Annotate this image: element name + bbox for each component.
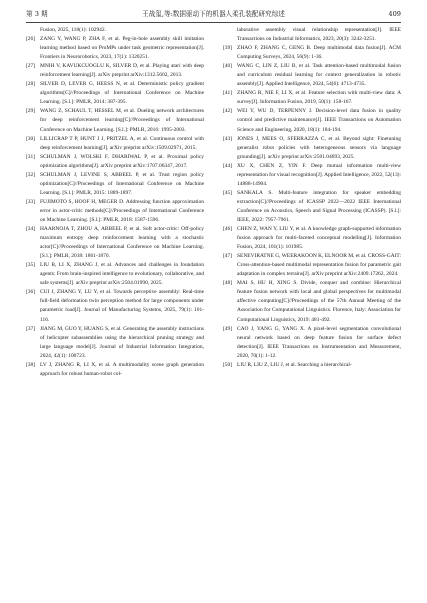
reference-text: laborative assembly visual relationship representation[J]. IEEE Transactions on Industrial Informatics, 2023, 20(3): 3242-3251. bbox=[237, 27, 401, 43]
reference-text: WANG C, LIN Z, LIU B, et al. Task attention-based multimodal fusion and curriculum residual learning for context generalization in robotic assembly[J]. Applied Intelligence, 2024, 54(6): 4713-4735. bbox=[237, 63, 401, 88]
reference-entry bbox=[26, 225, 204, 261]
reference-text: HAARNOJA T, ZHOU A, ABBEEL P, et al. Soft actor-critic: Off-policy maximum entropy deep reinforcement learning with a stochastic actor[C]//Proceedings of International Conference on Machine Learning. [S.l.]: PMLR, 2018: 1861-1870. bbox=[40, 226, 204, 260]
reference-number: [50] bbox=[223, 361, 233, 368]
reference-number: [47] bbox=[223, 253, 233, 260]
left-reference-column bbox=[26, 26, 204, 379]
reference-number: [28] bbox=[26, 81, 36, 88]
reference-number: [29] bbox=[26, 108, 36, 115]
reference-text: Fusion, 2025, 118(1): 102942. bbox=[40, 27, 106, 33]
reference-text: ZANG Y, WANG P, ZHA F, et al. Peg-in-hole assembly skill imitation learning method based on ProMPs under task geometric representation[J]. Frontiers in Neurorobotics, 2023, 17(1): 1320251. bbox=[40, 36, 204, 61]
reference-entry bbox=[26, 261, 204, 288]
reference-entry bbox=[223, 189, 401, 225]
reference-text: SCHULMAN J, WOLSKI F, DHARIWAL P, et al. Proximal policy optimization algorithms[J]. arXiv preprint arXiv:1707.06347, 2017. bbox=[40, 153, 204, 169]
reference-text: SENEVIRATNE G, WEERAKOON K, ELNOOR M, et al. CROSS-GAIT: Cross-attention-based multimodal representation fusion for parametric gait adaptation in complex terrains[J]. arXiv preprint arXiv:2409.17262, 2024. bbox=[237, 253, 401, 278]
reference-text: MAI S, HU H, XING S. Divide, conquer and combine: Hierarchical feature fusion network with local and global perspectives for multimodal affective computing[C]//Proceedings of the 57th Annual Meeting of the Association for Computational Linguistics. Florence, Italy: Association for Computational Linguistics, 2019: 481-492. bbox=[237, 280, 401, 323]
reference-number: [32] bbox=[26, 171, 36, 178]
reference-entry bbox=[223, 225, 401, 252]
reference-number: [30] bbox=[26, 135, 36, 142]
reference-text: ZHAO F, ZHANG C, GENG B. Deep multimodal data fusion[J]. ACM Computing Surveys, 2024, 56(9): 1-36. bbox=[237, 45, 401, 61]
reference-entry bbox=[223, 361, 401, 370]
reference-entry bbox=[223, 252, 401, 279]
reference-entry bbox=[26, 361, 204, 379]
reference-text: JONES J, MEES O, SFERRAZZA C, et al. Beyond sight: Finetuning generalist robot policies with heterogeneous sensors via language grounding[J]. arXiv preprint arXiv:2501.04693, 2025. bbox=[237, 135, 401, 160]
reference-number: [37] bbox=[26, 325, 36, 332]
reference-text: LILLICRAP T P, HUNT J J, PRITZEL A, et al. Continuous control with deep reinforcement learning[J]. arXiv preprint arXiv:1509.02971, 2015. bbox=[40, 135, 204, 151]
running-title: 王战玺,等:数据驱动下的机器人柔孔装配研究综述 bbox=[142, 10, 285, 18]
reference-number: [36] bbox=[26, 289, 36, 296]
reference-text: FUJIMOTO S, HOOF H, MEGER D. Addressing function approximation error in actor-critic methods[C]//Proceedings of International Conference on Machine Learning. [S.l.]: PMLR, 2018: 1587-1596. bbox=[40, 198, 204, 223]
reference-number: [35] bbox=[26, 262, 36, 269]
reference-number: [26] bbox=[26, 36, 36, 43]
reference-number: [34] bbox=[26, 226, 36, 233]
reference-entry bbox=[26, 135, 204, 153]
header-rule bbox=[26, 22, 401, 23]
reference-text: CUI J, ZHANG Y, LU Y, et al. Towards perceptive assembly: Real-time full-field deformation twin perception method for large components under parametric load[J]. Journal of Manufacturing Systems, 2025, 79(1): 101-116. bbox=[40, 289, 204, 323]
reference-number: [40] bbox=[223, 63, 233, 70]
reference-number: [46] bbox=[223, 226, 233, 233]
reference-number: [48] bbox=[223, 280, 233, 287]
reference-entry bbox=[26, 325, 204, 361]
reference-entry bbox=[26, 288, 204, 324]
reference-entry bbox=[223, 107, 401, 134]
reference-text: MNIH V, KAVUKCUOGLU K, SILVER D, et al. Playing atari with deep reinforcement learning[J]. arXiv preprint arXiv:1312.5602, 2013. bbox=[40, 63, 204, 79]
right-reference-column bbox=[223, 26, 401, 370]
reference-number: [45] bbox=[223, 189, 233, 196]
reference-number: [43] bbox=[223, 135, 233, 142]
reference-text: CHEN Z, WAN Y, LIU Y, et al. A knowledge graph-supported information fusion approach for multi-faceted conceptual modelling[J]. Information Fusion, 2024, 101(1): 101985. bbox=[237, 226, 401, 251]
reference-text: JIANG M, GUO Y, HUANG S, et al. Generating the assembly instructions of helicopter subassemblies using the hierarchical pruning strategy and large language model[J]. Journal of Industrial Information Integration, 2024, 42(1): 100723. bbox=[40, 325, 204, 359]
reference-entry bbox=[223, 135, 401, 162]
reference-text: ZHANG R, NIE F, LI X, et al. Feature selection with multi-view data: A survey[J]. Information Fusion, 2019, 50(1): 158-167. bbox=[237, 90, 401, 106]
reference-text: SILVER D, LEVER G, HEESS N, et al. Deterministic policy gradient algorithms[C]//Proceedings of International Conference on Machine Learning. [S.l.]: PMLR, 2014: 387-395. bbox=[40, 81, 204, 106]
reference-number: [27] bbox=[26, 63, 36, 70]
reference-entry bbox=[223, 26, 401, 44]
reference-text: SCHULMAN J, LEVINE S, ABBEEL P, et al. Trust region policy optimization[C]//Proceedings of International Conference on Machine Learning. [S.l.]: PMLR, 2015: 1889-1897. bbox=[40, 171, 204, 196]
reference-text: SANKALA S. Multi-feature integration for speaker embedding extraction[C]//Proceedings of ICASSP 2022—2022 IEEE International Conference on Acoustics, Speech and Signal Processing (ICASSP). [S.l.]: IEEE, 2022: 7957-7961. bbox=[237, 189, 401, 223]
reference-text: LIU R, LIU Z, LIU J, et al. Searching a hierarchical- bbox=[237, 361, 352, 368]
reference-entry bbox=[223, 89, 401, 107]
reference-entry bbox=[26, 62, 204, 80]
issue-label: 第 3 期 bbox=[26, 10, 48, 18]
reference-number: [33] bbox=[26, 198, 36, 205]
reference-text: XU X, CHEN Z, YIN F. Deep mutual information multi-view representation for visual recognition[J]. Applied Intelligence, 2022, 52(13): 14888-14904. bbox=[237, 162, 401, 187]
reference-text: WEI Y, WU D, TERPENNY J. Decision-level data fusion in quality control and predictive maintenance[J]. IEEE Transactions on Automation Science and Engineering, 2020, 18(1): 184-194. bbox=[237, 108, 401, 133]
reference-entry bbox=[223, 62, 401, 89]
reference-entry bbox=[26, 171, 204, 198]
reference-entry bbox=[223, 279, 401, 324]
reference-entry bbox=[26, 153, 204, 171]
page-number: 409 bbox=[388, 10, 401, 18]
reference-number: [38] bbox=[26, 361, 36, 368]
reference-entry bbox=[26, 107, 204, 134]
reference-entry bbox=[26, 26, 204, 35]
reference-text: LIU B, LI X, ZHANG J, et al. Advances and challenges in foundation agents: From brain-inspired intelligence to evolutionary, collaborative, and safe systems[J]. arXiv preprint arXiv:2504.01990, 2025. bbox=[40, 262, 204, 287]
reference-text: CAO J, YANG G, YANG X. A pixel-level segmentation convolutional neural network based on deep feature fusion for surface defect detection[J]. IEEE Transactions on Instrumentation and Measurement, 2020, 70(1): 1-12. bbox=[237, 325, 401, 359]
reference-number: [49] bbox=[223, 325, 233, 332]
reference-entry bbox=[26, 198, 204, 225]
reference-number: [44] bbox=[223, 162, 233, 169]
reference-text: WANG Z, SCHAUL T, HESSEL M, et al. Dueling network architectures for deep reinforcement learning[C]//Proceedings of International Conference on Machine Learning. [S.l.]: PMLR, 2016: 1995-2003. bbox=[40, 108, 204, 133]
running-header bbox=[26, 8, 401, 20]
reference-number: [39] bbox=[223, 45, 233, 52]
reference-entry bbox=[223, 162, 401, 189]
reference-text: LV J, ZHANG R, LI X, et al. A multimodality scene graph generation approach for robust human-robot col- bbox=[40, 361, 204, 377]
reference-entry bbox=[26, 35, 204, 62]
reference-entry bbox=[223, 325, 401, 361]
reference-number: [42] bbox=[223, 108, 233, 115]
reference-number: [41] bbox=[223, 90, 233, 97]
reference-entry bbox=[26, 80, 204, 107]
reference-number: [31] bbox=[26, 153, 36, 160]
reference-entry bbox=[223, 44, 401, 62]
